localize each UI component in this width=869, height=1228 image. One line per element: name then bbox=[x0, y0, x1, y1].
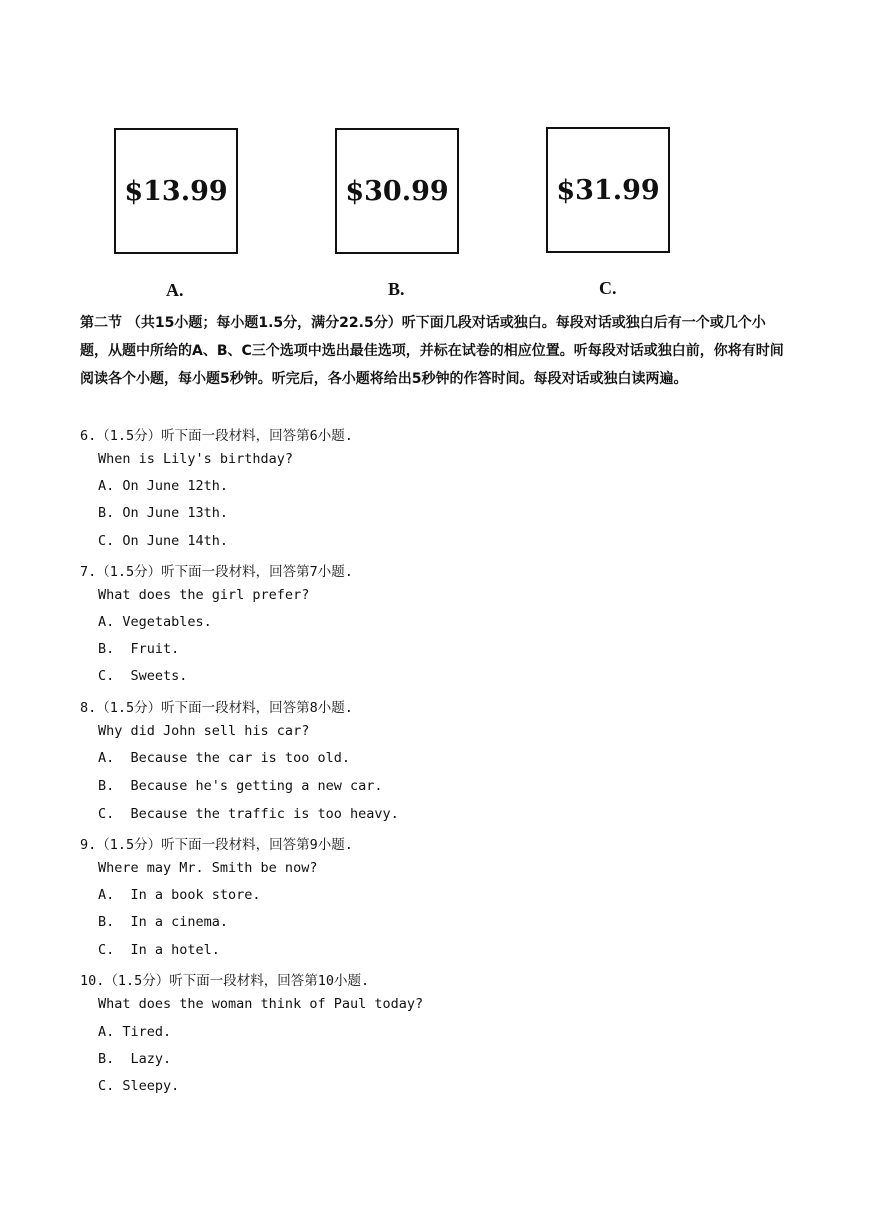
question-9-header: 9.（1.5分）听下面一段材料，回答第9小题. bbox=[80, 837, 353, 853]
option-label-c: C. bbox=[599, 278, 617, 298]
question-6-header: 6.（1.5分）听下面一段材料，回答第6小题. bbox=[80, 428, 353, 444]
question-10-header: 10.（1.5分）听下面一段材料，回答第10小题. bbox=[80, 973, 370, 989]
question-7-header: 7.（1.5分）听下面一段材料，回答第7小题. bbox=[80, 564, 353, 580]
option-label-a: A. bbox=[166, 280, 184, 300]
question-7-option-c: C. Sweets. bbox=[98, 668, 188, 684]
question-6-option-c: C. On June 14th. bbox=[98, 533, 229, 549]
question-9-option-a: A. In a book store. bbox=[98, 887, 261, 903]
question-10-option-a: A. Tired. bbox=[98, 1024, 172, 1040]
price-a: $13.99 bbox=[124, 175, 228, 207]
question-8-option-b: B. Because he's getting a new car. bbox=[98, 778, 383, 794]
question-7-option-a: A. Vegetables. bbox=[98, 614, 212, 630]
question-9-option-c: C. In a hotel. bbox=[98, 942, 220, 958]
question-6-text: When is Lily's birthday? bbox=[98, 451, 294, 467]
question-8-text: Why did John sell his car? bbox=[98, 723, 310, 739]
price-b: $30.99 bbox=[345, 175, 449, 207]
price-box-c bbox=[546, 127, 670, 253]
question-7-option-b: B. Fruit. bbox=[98, 641, 180, 657]
question-8-option-a: A. Because the car is too old. bbox=[98, 750, 350, 766]
question-6-option-b: B. On June 13th. bbox=[98, 505, 229, 521]
price-box-b bbox=[335, 128, 459, 254]
price-c: $31.99 bbox=[556, 174, 660, 206]
question-9-text: Where may Mr. Smith be now? bbox=[98, 860, 318, 876]
price-box-a bbox=[114, 128, 238, 254]
option-label-b: B. bbox=[388, 279, 405, 299]
question-10-option-b: B. Lazy. bbox=[98, 1051, 172, 1067]
question-8-header: 8.（1.5分）听下面一段材料，回答第8小题. bbox=[80, 700, 353, 716]
question-10-text: What does the woman think of Paul today? bbox=[98, 996, 424, 1012]
question-8-option-c: C. Because the traffic is too heavy. bbox=[98, 806, 399, 822]
section-instructions: 第二节 （共15小题；每小题1.5分，满分22.5分）听下面几段对话或独白。每段对话或独白后有一个或几个小题，从题中所给的A、B、C三个选项中选出最佳选项，并标在试卷的相应位置。听每段对话或独白前，你将有时间阅读各个小题，每小题5秒钟。听完后，各小题将给出5秒钟的作答时间。每段对话或独白读两遍。 bbox=[80, 315, 784, 387]
question-6-option-a: A. On June 12th. bbox=[98, 478, 229, 494]
question-7-text: What does the girl prefer? bbox=[98, 587, 310, 603]
question-10-option-c: C. Sleepy. bbox=[98, 1078, 180, 1094]
question-9-option-b: B. In a cinema. bbox=[98, 914, 229, 930]
